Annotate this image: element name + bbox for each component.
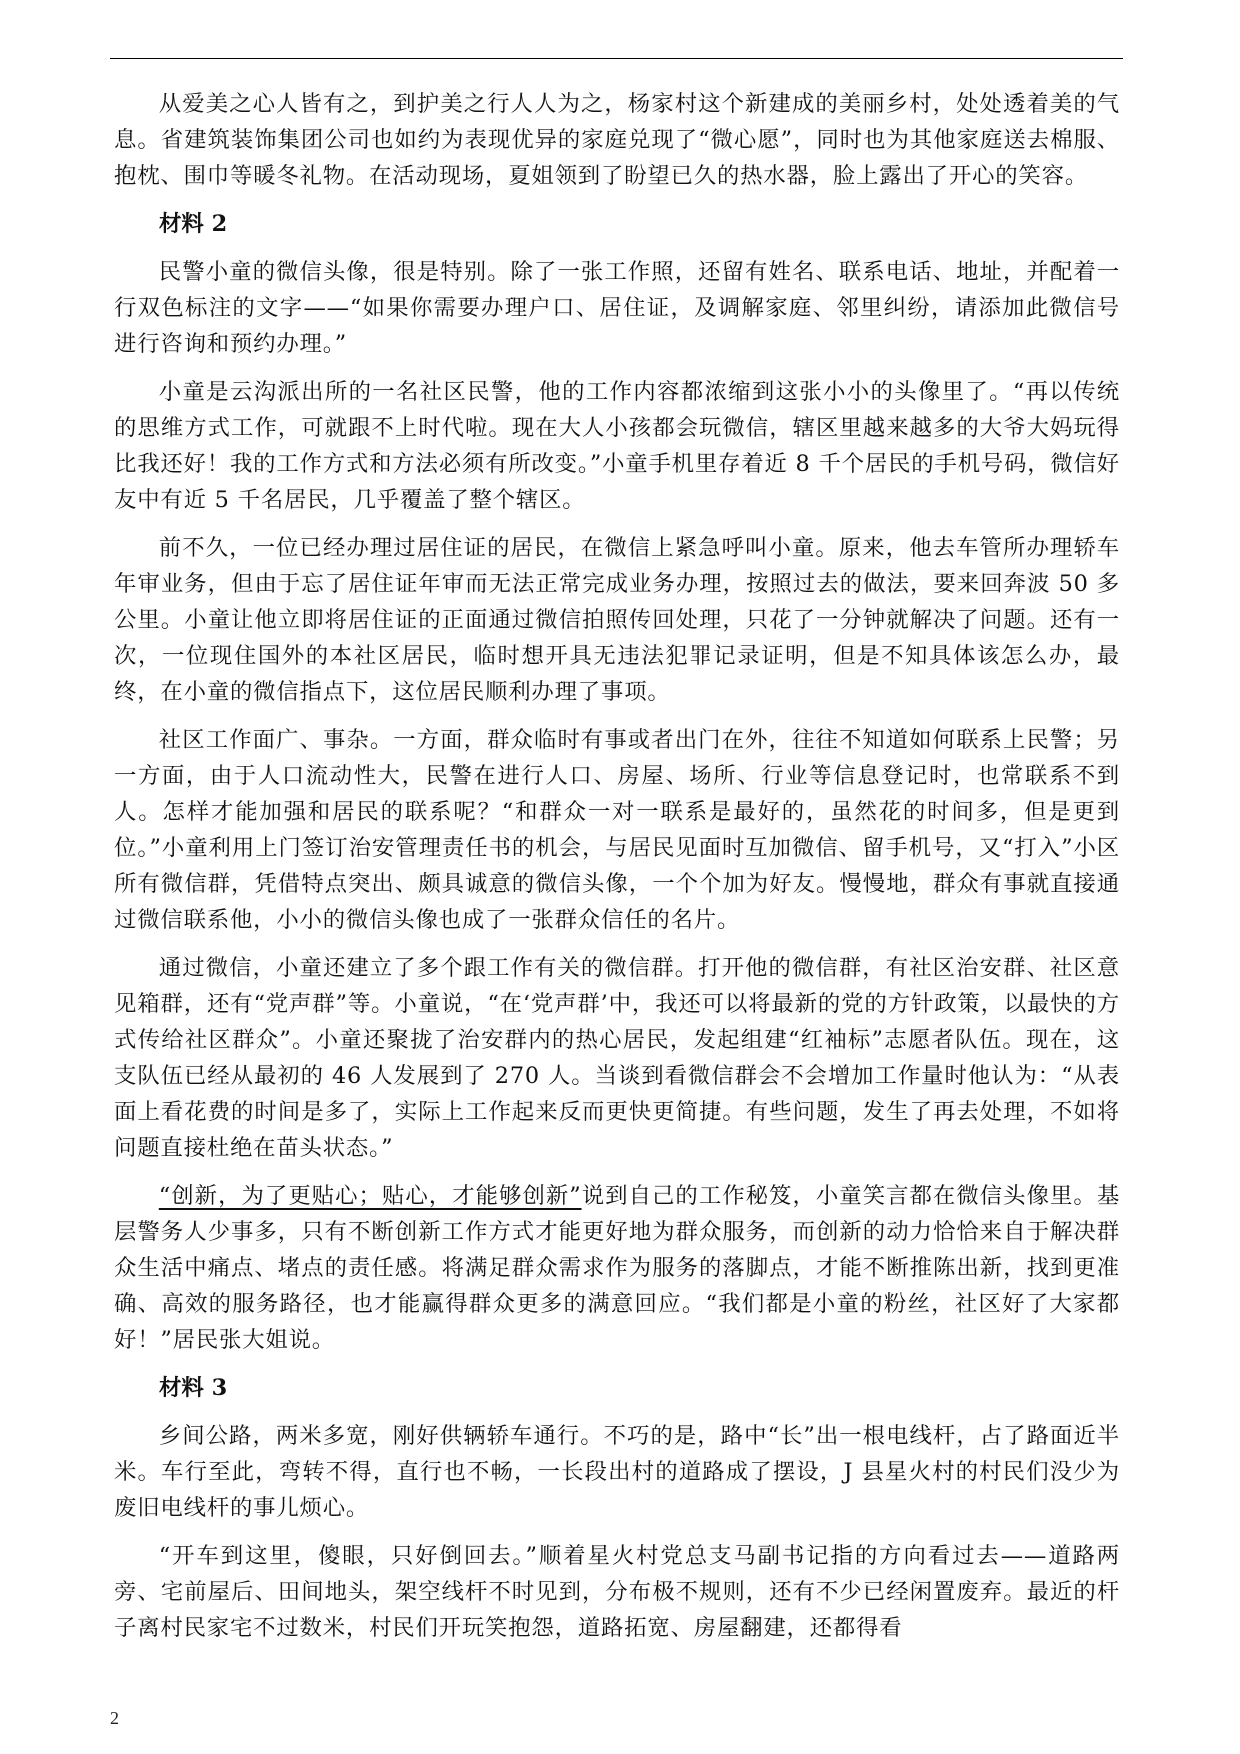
paragraph: 民警小童的微信头像，很是特别。除了一张工作照，还留有姓名、联系电话、地址，并配着一行双色标注的文字——“如果你需要办理户口、居住证，及调解家庭、邻里纠纷，请添加此微信号进行咨询和预约办理。” [114,259,1120,357]
paragraph: 社区工作面广、事杂。一方面，群众临时有事或者出门在外，往往不知道如何联系上民警；另一方面，由于人口流动性大，民警在进行人口、房屋、场所、行业等信息登记时，也常联系不到人。怎样才能加强和居民的联系呢？“和群众一对一联系是最好的，虽然花的时间多，但是更到位。”小童利用上门签订治安管理责任书的机会，与居民见面时互加微信、留手机号，又“打入”小区所有微信群，凭借特点突出、颇具诚意的微信头像，一个个加为好友。慢慢地，群众有事就直接通过微信联系他，小小的微信头像也成了一张群众信任的名片。 [114,727,1120,933]
underlined-quote: “创新，为了更贴心；贴心，才能够创新” [158,1183,582,1209]
paragraph: 通过微信，小童还建立了多个跟工作有关的微信群。打开他的微信群，有社区治安群、社区意见箱群，还有“党声群”等。小童说，“在‘党声群’中，我还可以将最新的党的方针政策，以最快的方式传给社区群众”。小童还聚拢了治安群内的热心居民，发起组建“红袖标”志愿者队伍。现在，这支队伍已经从最初的 46 人发展到了 270 人。当谈到看微信群会不会增加工作量时他认为：“从表面上看花费的时间是多了，实际上工作起来反而更快更简捷。有些问题，发生了再去处理，不如将问题直接杜绝在苗头状态。” [114,955,1120,1161]
page-number: 2 [110,1708,119,1728]
document-body [114,86,1120,1658]
section-heading-material-3: 材料 3 [159,1375,228,1401]
paragraph-with-underline [114,1178,1120,1358]
paragraph-text: 说到自己的工作秘笈，小童笑言都在微信头像里。基层警务人少事多，只有不断创新工作方式才能更好地为群众服务，而创新的动力恰恰来自于解决群众生活中痛点、堵点的责任感。将满足群众需求作为服务的落脚点，才能不断推陈出新，找到更准确、高效的服务路径，也才能赢得群众更多的满意回应。“我们都是小童的粉丝，社区好了大家都好！”居民张大姐说。 [114,1183,1121,1353]
paragraph: 前不久，一位已经办理过居住证的居民，在微信上紧急呼叫小童。原来，他去车管所办理轿车年审业务，但由于忘了居住证年审而无法正常完成业务办理，按照过去的做法，要来回奔波 50 多公里。小童让他立即将居住证的正面通过微信拍照传回处理，只花了一分钟就解决了问题。还有一次，一位现住国外的本社区居民，临时想开具无违法犯罪记录证明，但是不知具体该怎么办，最终，在小童的微信指点下，这位居民顺利办理了事项。 [114,535,1120,705]
paragraph: 从爱美之心人皆有之，到护美之行人人为之，杨家村这个新建成的美丽乡村，处处透着美的气息。省建筑装饰集团公司也如约为表现优异的家庭兑现了“微心愿”，同时也为其他家庭送去棉服、抱枕、围巾等暖冬礼物。在活动现场，夏姐领到了盼望已久的热水器，脸上露出了开心的笑容。 [114,91,1120,189]
paragraph: “开车到这里，傻眼，只好倒回去。”顺着星火村党总支马副书记指的方向看过去——道路两旁、宅前屋后、田间地头，架空线杆不时见到，分布极不规则，还有不少已经闲置废弃。最近的杆子离村民家宅不过数米，村民们开玩笑抱怨，道路拓宽、房屋翻建，还都得看 [114,1543,1120,1641]
paragraph: 小童是云沟派出所的一名社区民警，他的工作内容都浓缩到这张小小的头像里了。“再以传统的思维方式工作，可就跟不上时代啦。现在大人小孩都会玩微信，辖区里越来越多的大爷大妈玩得比我还好！我的工作方式和方法必须有所改变。”小童手机里存着近 8 千个居民的手机号码，微信好友中有近 5 千名居民，几乎覆盖了整个辖区。 [114,379,1120,513]
paragraph: 乡间公路，两米多宽，刚好供辆轿车通行。不巧的是，路中“长”出一根电线杆，占了路面近半米。车行至此，弯转不得，直行也不畅，一长段出村的道路成了摆设，J 县星火村的村民们没少为废旧电线杆的事儿烦心。 [114,1423,1120,1521]
header-rule [110,58,1123,59]
section-heading-material-2: 材料 2 [159,211,228,237]
